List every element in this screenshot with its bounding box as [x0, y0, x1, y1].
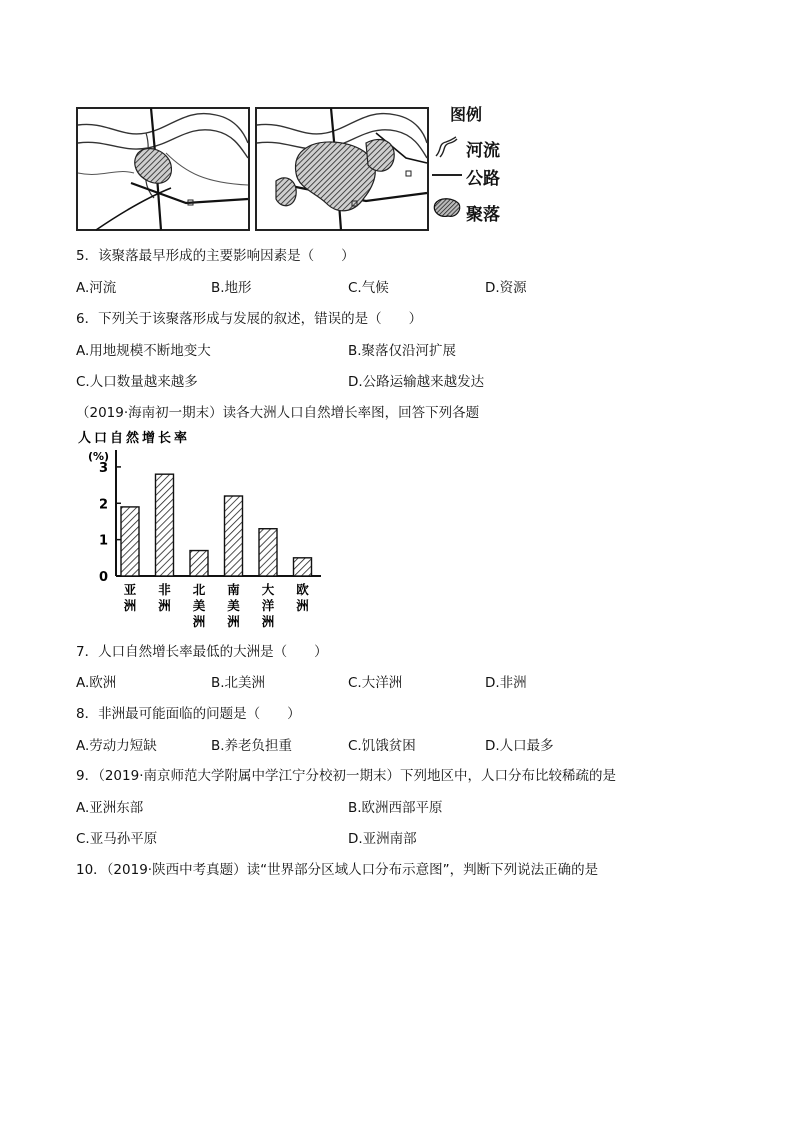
q5-option-b[interactable]: B.地形	[211, 280, 252, 296]
q8-option-c[interactable]: C.饥饿贫困	[348, 738, 416, 754]
y-tick-label: 3	[98, 460, 108, 476]
x-tick-label: 洲	[123, 598, 137, 613]
map-later-stage	[256, 108, 428, 230]
chart-title: 人口自然增长率	[78, 431, 191, 446]
x-tick-label: 大	[261, 582, 275, 597]
x-tick-label: 洲	[192, 614, 206, 629]
legend-label-road: 公路	[466, 169, 500, 189]
growth-rate-chart	[76, 426, 326, 636]
bar	[225, 496, 243, 576]
q5-option-d[interactable]: D.资源	[485, 280, 527, 296]
y-tick-label: 0	[98, 570, 108, 585]
question-5-stem: 5．该聚落最早形成的主要影响因素是（ ）	[76, 248, 355, 264]
x-tick-label: 美	[227, 598, 240, 613]
y-tick-label: 2	[98, 497, 108, 513]
bar	[294, 558, 312, 576]
question-6-stem: 6．下列关于该聚落形成与发展的叙述，错误的是（ ）	[76, 311, 423, 327]
q7-option-a[interactable]: A.欧洲	[76, 675, 117, 691]
x-tick-label: 洲	[296, 598, 309, 613]
q7-option-b[interactable]: B.北美洲	[211, 675, 266, 691]
q5-option-a[interactable]: A.河流	[76, 280, 117, 296]
x-tick-label: 洲	[227, 614, 240, 629]
question-9-stem: 9．（2019·南京师范大学附属中学江宁分校初一期末）下列地区中，人口分布比较稀疏的是	[76, 768, 616, 784]
x-tick-label: 南	[227, 582, 240, 597]
chart-ylabel: (%)	[88, 450, 110, 463]
x-tick-label: 非	[158, 582, 171, 597]
legend-title: 图例	[450, 105, 483, 124]
question-7-stem: 7．人口自然增长率最低的大洲是（ ）	[76, 644, 328, 660]
bar	[156, 474, 174, 576]
x-tick-label: 欧	[296, 582, 309, 597]
settlement-icon	[432, 196, 462, 220]
y-tick-label: 1	[98, 533, 108, 549]
q9-option-b[interactable]: B.欧洲西部平原	[348, 800, 443, 816]
road-icon	[432, 170, 462, 180]
q7-option-d[interactable]: D.非洲	[485, 675, 527, 691]
q6-option-a[interactable]: A.用地规模不断地变大	[76, 343, 211, 359]
river-icon	[432, 136, 458, 158]
q9-option-d[interactable]: D.亚洲南部	[348, 831, 417, 847]
q5-option-c[interactable]: C.气候	[348, 280, 389, 296]
q6-option-d[interactable]: D.公路运输越来越发达	[348, 374, 485, 390]
q9-option-a[interactable]: A.亚洲东部	[76, 800, 144, 816]
question-8-stem: 8．非洲最可能面临的问题是（ ）	[76, 706, 301, 722]
x-tick-label: 洋	[261, 598, 275, 613]
x-tick-label: 美	[192, 598, 206, 613]
x-tick-label: 洲	[261, 614, 275, 629]
section-intro-hainan: （2019·海南初一期末）读各大洲人口自然增长率图，回答下列各题	[76, 405, 480, 421]
x-tick-label: 亚	[123, 582, 137, 597]
q6-option-c[interactable]: C.人口数量越来越多	[76, 374, 198, 390]
q9-option-c[interactable]: C.亚马孙平原	[76, 831, 158, 847]
legend-label-river: 河流	[466, 141, 500, 161]
bar	[190, 551, 208, 576]
map-early-stage	[77, 108, 249, 230]
bar	[121, 507, 139, 576]
x-tick-label: 北	[192, 582, 206, 597]
map-legend	[430, 100, 520, 230]
bar	[259, 529, 277, 576]
q8-option-b[interactable]: B.养老负担重	[211, 738, 293, 754]
q7-option-c[interactable]: C.大洋洲	[348, 675, 403, 691]
q6-option-b[interactable]: B.聚落仅沿河扩展	[348, 343, 457, 359]
legend-label-settlement: 聚落	[466, 205, 500, 225]
x-tick-label: 洲	[158, 598, 171, 613]
q8-option-d[interactable]: D.人口最多	[485, 738, 554, 754]
q8-option-a[interactable]: A.劳动力短缺	[76, 738, 157, 754]
question-10-stem: 10．（2019·陕西中考真题）读“世界部分区域人口分布示意图”，判断下列说法正确的是	[76, 862, 599, 878]
